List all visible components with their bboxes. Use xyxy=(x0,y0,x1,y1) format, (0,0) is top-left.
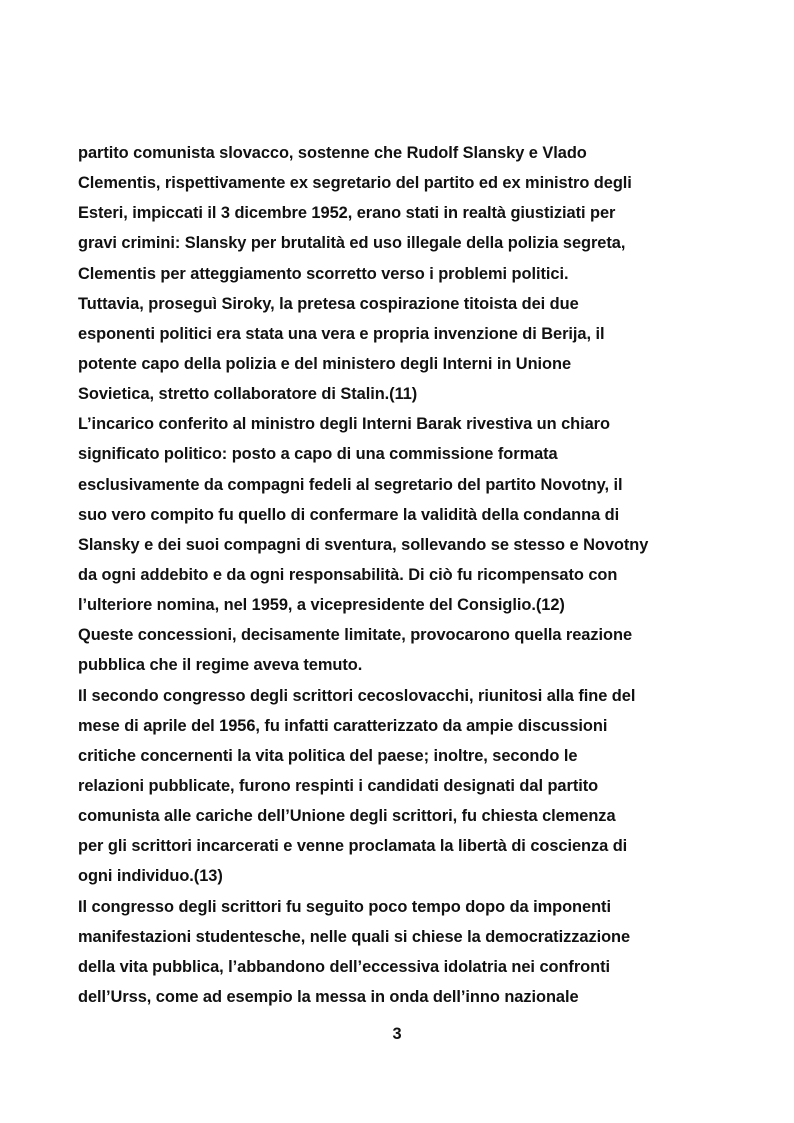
text-line: significato politico: posto a capo di una commissione formata xyxy=(78,445,558,464)
text-line: dell’Urss, come ad esempio la messa in onda dell’inno nazionale xyxy=(78,987,579,1006)
text-line: esclusivamente da compagni fedeli al segretario del partito Novotny, il xyxy=(78,475,623,494)
text-line: partito comunista slovacco, sostenne che Rudolf Slansky e Vlado xyxy=(78,144,587,162)
text-line: Il secondo congresso degli scrittori cecoslovacchi, riunitosi alla fine del xyxy=(78,686,636,705)
text-line: per gli scrittori incarcerati e venne proclamata la libertà di coscienza di xyxy=(78,837,628,856)
text-line: Tuttavia, proseguì Siroky, la pretesa cospirazione titoista dei due xyxy=(78,294,579,313)
text-line: comunista alle cariche dell’Unione degli scrittori, fu chiesta clemenza xyxy=(78,807,616,826)
body-text xyxy=(78,138,728,1012)
text-line: della vita pubblica, l’abbandono dell’eccessiva idolatria nei confronti xyxy=(78,957,611,976)
text-line: mese di aprile del 1956, fu infatti caratterizzato da ampie discussioni xyxy=(78,716,608,735)
text-line: l’ulteriore nomina, nel 1959, a vicepresidente del Consiglio.(12) xyxy=(78,596,565,615)
text-line: Clementis per atteggiamento scorretto verso i problemi politici. xyxy=(78,264,569,283)
text-line: Slansky e dei suoi compagni di sventura, sollevando se stesso e Novotny xyxy=(78,535,649,554)
text-line: potente capo della polizia e del ministero degli Interni in Unione xyxy=(78,354,572,373)
text-line: Queste concessioni, decisamente limitate, provocarono quella reazione xyxy=(78,626,633,645)
text-line: suo vero compito fu quello di confermare la validità della condanna di xyxy=(78,505,620,524)
text-line: esponenti politici era stata una vera e propria invenzione di Berija, il xyxy=(78,324,605,343)
page-number: 3 xyxy=(392,1025,402,1043)
text-line: L’incarico conferito al ministro degli Interni Barak rivestiva un chiaro xyxy=(78,415,610,434)
text-line: Clementis, rispettivamente ex segretario del partito ed ex ministro degli xyxy=(78,174,632,193)
text-line: Il congresso degli scrittori fu seguito poco tempo dopo da imponenti xyxy=(78,897,611,916)
text-line: ogni individuo.(13) xyxy=(78,867,223,886)
text-line: Esteri, impiccati il 3 dicembre 1952, erano stati in realtà giustiziati per xyxy=(78,204,616,223)
text-line: critiche concernenti la vita politica del paese; inoltre, secondo le xyxy=(78,746,578,765)
text-line: Sovietica, stretto collaboratore di Stalin.(11) xyxy=(78,385,418,404)
text-line: manifestazioni studentesche, nelle quali si chiese la democratizzazione xyxy=(78,927,631,946)
text-line: da ogni addebito e da ogni responsabilità. Di ciò fu ricompensato con xyxy=(78,565,618,584)
text-line: gravi crimini: Slansky per brutalità ed uso illegale della polizia segreta, xyxy=(78,234,626,253)
text-line: relazioni pubblicate, furono respinti i candidati designati dal partito xyxy=(78,776,599,795)
text-line: pubblica che il regime aveva temuto. xyxy=(78,656,363,675)
